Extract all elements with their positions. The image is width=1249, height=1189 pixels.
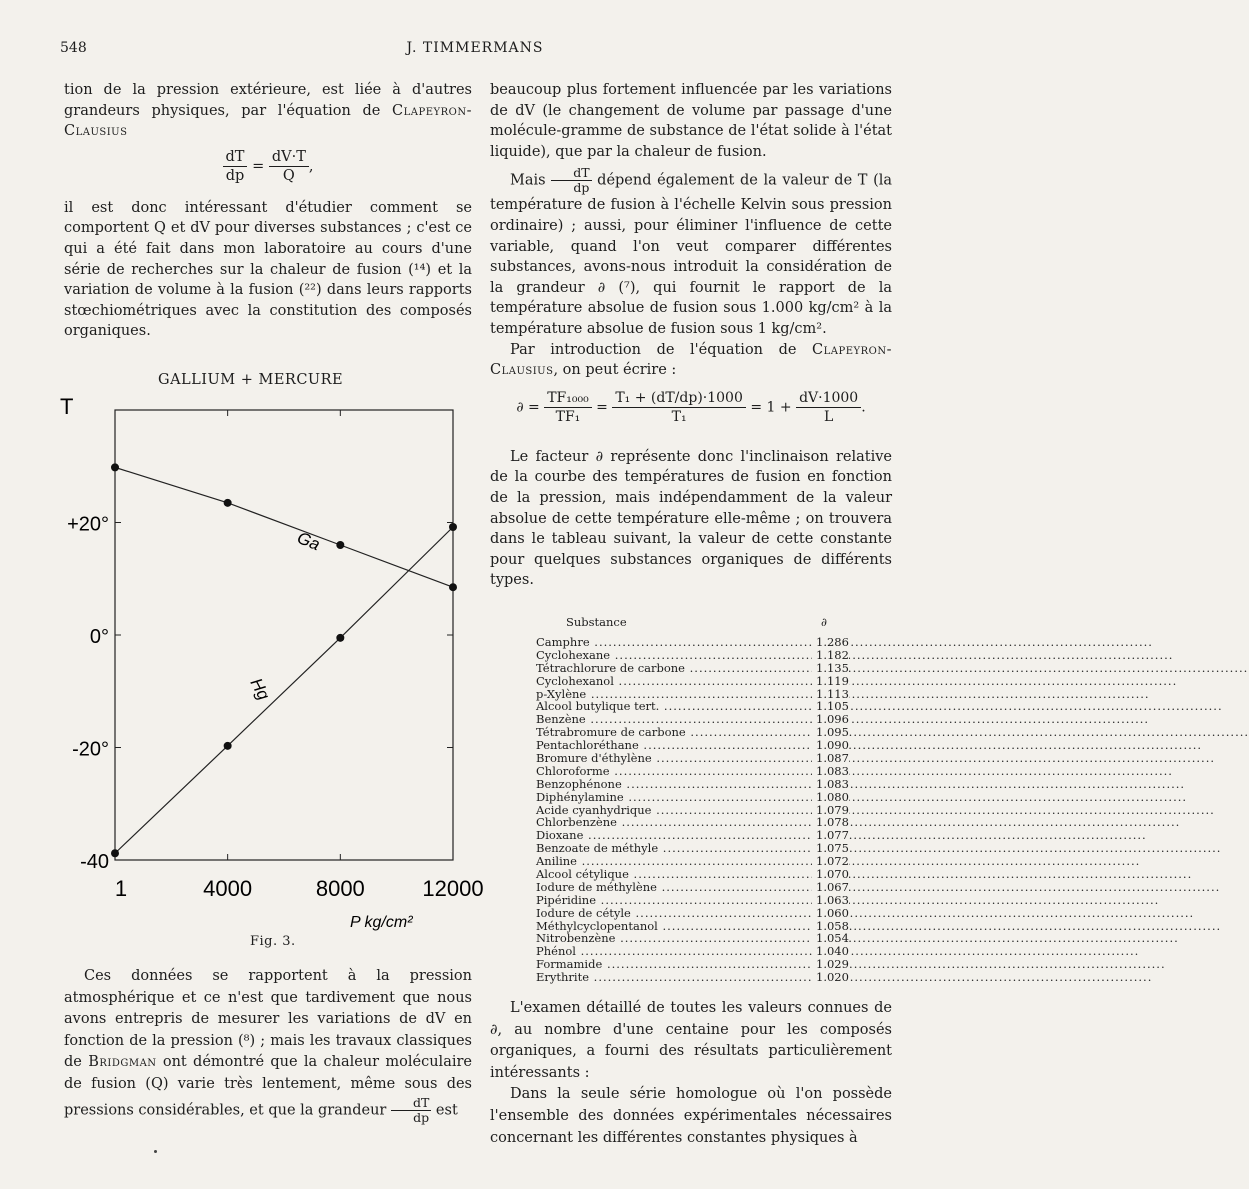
equation-clapeyron xyxy=(64,148,472,192)
denominator: Q xyxy=(282,167,295,184)
delta-value: 1.020 xyxy=(812,971,849,984)
text-span: Ces données se rapportent à la pression atmosphérique et ce n'est que tardivement que nous avons entrepris de mesurer les variations de dV en fonction de la pression (⁸) ; mais les travaux classiques de xyxy=(64,968,472,1071)
paragraph: il est donc intéressant d'étudier comment se comportent Q et dV pour diverses substances ; c'est ce qui a été fait dans mon laboratoire au cours d'une série de recherches sur la chaleur de fusion (¹⁴) et la variation de volume à la fusion (²²) dans leurs rapports stœchiométriques avec la constitution des composés organiques. xyxy=(64,199,472,340)
table-header xyxy=(536,616,886,636)
data-point-ga xyxy=(336,541,344,549)
substance-name: Pentachloréthane ..... xyxy=(536,739,794,752)
delta-value: 1.077 xyxy=(812,829,849,842)
delta-value: 1.054 xyxy=(812,932,849,945)
series-label-ga: Ga xyxy=(294,528,323,555)
text-span: Par introduction de l'équation de xyxy=(510,341,813,358)
substance-name: p-Xylène ..... xyxy=(536,688,794,701)
delta-value: 1.095 xyxy=(812,726,849,739)
data-point-hg xyxy=(224,742,232,750)
text-span: est xyxy=(431,1102,458,1119)
substance-name: Méthylcyclopentanol ..... xyxy=(536,920,794,933)
series-lines xyxy=(115,467,453,853)
series-label-hg: Hg xyxy=(246,674,274,704)
table-row xyxy=(536,765,886,778)
delta-value: 1.075 xyxy=(812,842,849,855)
fraction xyxy=(544,389,592,426)
series-points xyxy=(111,463,457,857)
fraction xyxy=(269,148,309,185)
delta-value: 1.080 xyxy=(812,791,849,804)
fraction xyxy=(223,148,248,185)
inline-fraction xyxy=(391,1096,431,1125)
substance-name: Cyclohexane ..... xyxy=(536,649,794,662)
paragraph xyxy=(64,966,472,1125)
table-body xyxy=(536,636,886,984)
paragraph: Dans la seule série homologue où l'on possède l'ensemble des données expérimentales nécessaires concernant les différentes constantes physiques à xyxy=(490,1086,892,1146)
figure-caption: Fig. 3. xyxy=(250,934,296,949)
delta-value: 1.072 xyxy=(812,855,849,868)
text-span: dépend également de la valeur de T (la température de fusion à l'échelle Kelvin sous pression ordinaire) ; aussi, pour éliminer l'influence de cette variable, quand l'on veut comparer différentes substances, avons-nous introduit la considération de la grandeur ∂ (⁷), qui fournit le rapport de la température absolue de fusion sous 1.000 kg/cm² à la température absolue de fusion sous 1 kg/cm². xyxy=(490,172,893,337)
x-tick-label: 8000 xyxy=(315,876,365,901)
right-bottom-text xyxy=(490,998,892,1149)
paragraph xyxy=(490,340,892,381)
substance-name: Pipéridine ..... xyxy=(536,894,794,907)
data-point-ga xyxy=(449,583,457,591)
punctuation: , xyxy=(308,158,314,175)
ink-speck xyxy=(154,1150,157,1153)
plot-frame xyxy=(115,410,453,860)
delta-value: 1.087 xyxy=(812,752,849,765)
inline-fraction xyxy=(551,166,591,195)
substance-name: Cyclohexanol ..... xyxy=(536,675,794,688)
denominator: TF₁ xyxy=(555,408,581,425)
denominator: dp xyxy=(573,180,590,196)
left-bottom-text xyxy=(64,966,472,1125)
equals-sign: = xyxy=(596,399,608,416)
delta-value: 1.182 xyxy=(812,649,849,662)
paragraph xyxy=(490,166,892,339)
table-row xyxy=(536,894,886,907)
denominator: L xyxy=(823,408,834,425)
substance-name: Camphre ..... xyxy=(536,636,794,649)
substance-name: Diphénylamine ..... xyxy=(536,791,794,804)
y-tick-label: -40 xyxy=(80,851,109,873)
substance-name: Aniline ..... xyxy=(536,855,794,868)
axis-ticks xyxy=(115,410,453,860)
denominator: T₁ xyxy=(671,408,687,425)
y-tick-labels xyxy=(67,514,109,874)
delta-value: 1.070 xyxy=(812,868,849,881)
substance-name: Chloroforme ..... xyxy=(536,765,794,778)
delta-value: 1.286 xyxy=(812,636,849,649)
numerator: dT xyxy=(391,1096,431,1111)
fraction xyxy=(796,389,861,426)
x-tick-label: 12000 xyxy=(422,876,484,901)
table-row xyxy=(536,907,886,920)
equation-delta xyxy=(490,389,892,441)
table-row xyxy=(536,752,886,765)
series-line-ga xyxy=(115,467,453,587)
delta-value: 1.058 xyxy=(812,920,849,933)
substance-name: Chlorbenzène ..... xyxy=(536,816,794,829)
substance-name: Formamide ..... xyxy=(536,958,794,971)
x-axis-unit-label: P kg/cm² xyxy=(350,914,413,931)
substance-name: Dioxane ..... xyxy=(536,829,794,842)
substance-name: Nitrobenzène ..... xyxy=(536,932,794,945)
delta-value: 1.079 xyxy=(812,804,849,817)
paragraph: L'examen détaillé de toutes les valeurs connues de ∂, au nombre d'une centaine pour les composés organiques, a fourni des résultats particulièrement intéressants : xyxy=(490,1000,892,1081)
substance-name: Benzène ..... xyxy=(536,713,794,726)
table-row xyxy=(536,675,886,688)
text-span: Mais xyxy=(510,172,552,189)
delta-value: 1.119 xyxy=(812,675,849,688)
y-tick-label: 0° xyxy=(89,626,109,648)
substance-name: Phénol ..... xyxy=(536,945,794,958)
right-column xyxy=(490,80,892,591)
table-row xyxy=(536,662,886,675)
numerator: dT xyxy=(223,148,248,167)
substance-name: Bromure d'éthylène ..... xyxy=(536,752,794,765)
table-row xyxy=(536,791,886,804)
delta-value: 1.090 xyxy=(812,739,849,752)
table-row xyxy=(536,881,886,894)
delta-value: 1.029 xyxy=(812,958,849,971)
y-axis-letter: T xyxy=(60,394,74,419)
substance-name: Benzophénone ..... xyxy=(536,778,794,791)
running-author: J. TIMMERMANS xyxy=(406,40,544,56)
figure-chart xyxy=(60,392,484,937)
substance-name: Tétrachlorure de carbone ..... xyxy=(536,662,794,675)
author-name: Clapeyron-Clausius xyxy=(490,341,892,379)
page-number: 548 xyxy=(60,40,87,56)
delta-value: 1.040 xyxy=(812,945,849,958)
numerator: dV·T xyxy=(269,148,309,167)
paragraph xyxy=(64,80,472,142)
substance-name: Iodure de cétyle ..... xyxy=(536,907,794,920)
x-tick-labels xyxy=(115,876,484,901)
table-row xyxy=(536,636,886,649)
equals-sign: = xyxy=(252,158,269,175)
delta-value: 1.105 xyxy=(812,700,849,713)
numerator: dV·1000 xyxy=(796,389,861,408)
denominator: dp xyxy=(413,1109,430,1125)
substance-name: Benzoate de méthyle ..... xyxy=(536,842,794,855)
substance-name: Iodure de méthylène ..... xyxy=(536,881,794,894)
substance-name: Erythrite ..... xyxy=(536,971,794,984)
delta-value: 1.078 xyxy=(812,816,849,829)
delta-value: 1.083 xyxy=(812,778,849,791)
text-span: , on peut écrire : xyxy=(553,362,677,379)
y-tick-label: -20° xyxy=(72,738,109,761)
paragraph: beaucoup plus fortement influencée par les variations de dV (le changement de volume par passage d'une molécule-gramme de substance de l'état solide à l'état liquide), que par la chaleur de fusion. xyxy=(490,82,892,160)
equation-lhs: ∂ = xyxy=(516,399,540,416)
data-point-ga xyxy=(224,499,232,507)
series-line-hg xyxy=(115,527,453,853)
delta-value: 1.135 xyxy=(812,662,849,675)
figure-title: GALLIUM + MERCURE xyxy=(158,372,344,388)
delta-value: 1.096 xyxy=(812,713,849,726)
text-span: ont démontré que la chaleur moléculaire de fusion (Q) varie très lentement, même sous des pressions considérables, et que la grandeur xyxy=(64,1054,472,1119)
substance-name: Alcool butylique tert. ..... xyxy=(536,700,794,713)
substance-name: Tétrabromure de carbone ..... xyxy=(536,726,794,739)
substance-name: Acide cyanhydrique ..... xyxy=(536,804,794,817)
table-row xyxy=(536,778,886,791)
column-header-substance: Substance xyxy=(566,615,627,629)
paragraph: Le facteur ∂ représente donc l'inclinaison relative de la courbe des températures de fusion en fonction de la pression, mais indépendamment de la valeur absolue de cette température elle-même ; on trouvera dans le tableau suivant, la valeur de cette constante pour quelques substances organiques de différents types. xyxy=(490,448,892,589)
table-row xyxy=(536,649,886,662)
author-name: Bridgman xyxy=(88,1054,157,1071)
left-column xyxy=(64,80,472,342)
numerator: dT xyxy=(551,166,591,181)
column-header-delta: ∂ xyxy=(821,615,827,629)
numerator: T₁ + (dT/dp)·1000 xyxy=(612,389,746,408)
y-tick-label: +20° xyxy=(67,513,109,536)
delta-value: 1.067 xyxy=(812,881,849,894)
numerator: TF₁₀₀₀ xyxy=(544,389,592,408)
delta-value: 1.113 xyxy=(812,688,849,701)
delta-value: 1.060 xyxy=(812,907,849,920)
delta-table xyxy=(536,616,886,984)
x-tick-label: 1 xyxy=(114,876,128,901)
substance-name: Alcool cétylique ..... xyxy=(536,868,794,881)
running-header xyxy=(60,40,890,62)
denominator: dp xyxy=(225,167,245,184)
fraction xyxy=(612,389,746,426)
data-point-hg xyxy=(111,849,119,857)
data-point-hg xyxy=(449,523,457,531)
author-name: Clapeyron-Clausius xyxy=(64,102,472,140)
delta-value: 1.063 xyxy=(812,894,849,907)
table-row xyxy=(536,868,886,881)
x-tick-label: 4000 xyxy=(203,876,253,901)
data-point-hg xyxy=(336,634,344,642)
data-point-ga xyxy=(111,463,119,471)
table-row xyxy=(536,971,886,984)
text-span: tion de la pression extérieure, est liée à d'autres grandeurs physiques, par l'équation de xyxy=(64,82,472,119)
equation-middle: = 1 + xyxy=(750,399,792,416)
punctuation: . xyxy=(861,399,866,416)
delta-value: 1.083 xyxy=(812,765,849,778)
